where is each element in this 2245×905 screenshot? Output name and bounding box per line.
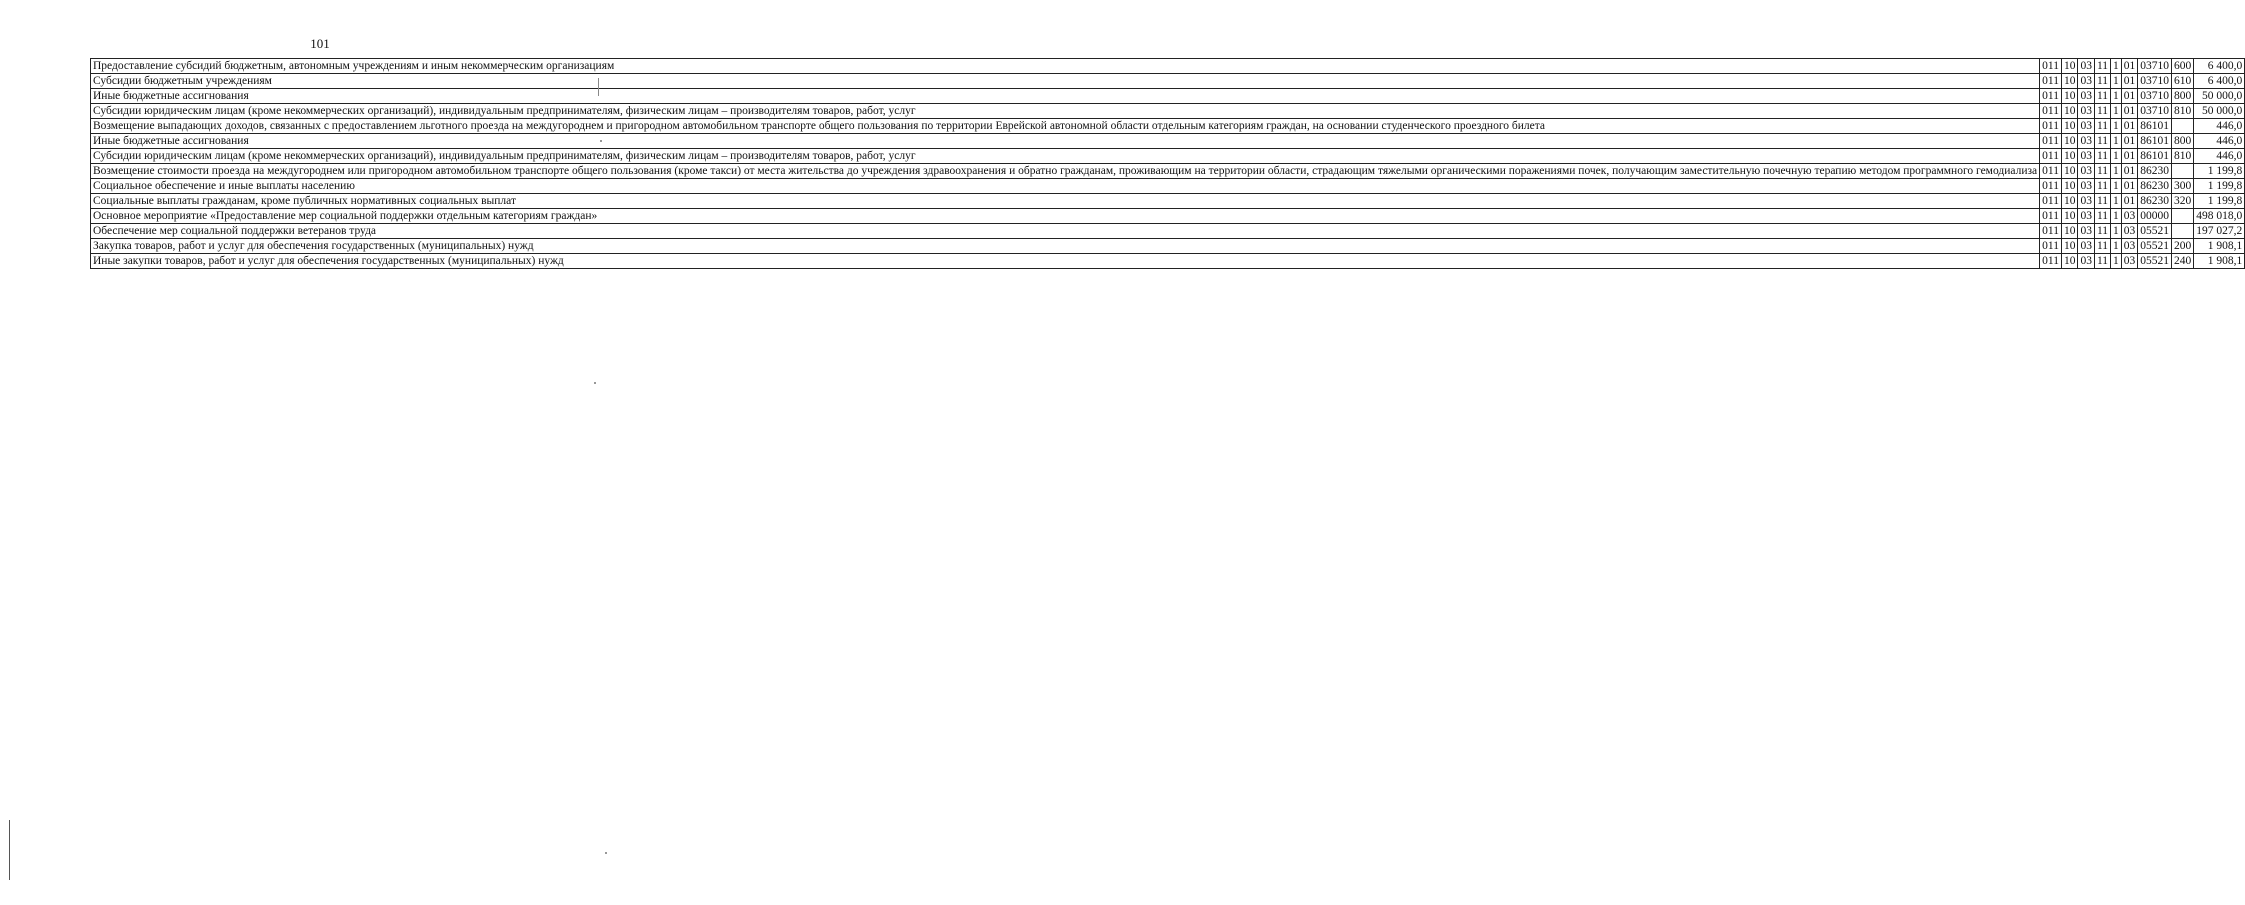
- code-admin: 011: [2040, 104, 2062, 119]
- code-subprogram: 1: [2111, 194, 2122, 209]
- amount: 1 908,1: [2194, 239, 2245, 254]
- row-name: Возмещение стоимости проезда на междугороднем или пригородном автомобильном транспорте общего пользования (кроме такси) от места жительства до учреждения здравоохранения и обратно гражданам, проживающим на территории области, страдающим тяжелыми органическими поражениями почек, получающим заместительную почечную терапию методом программного гемодиализа: [91, 164, 2040, 179]
- row-name: Иные бюджетные ассигнования: [91, 89, 2040, 104]
- margin-line: [9, 820, 10, 880]
- row-name: Социальное обеспечение и иные выплаты населению: [91, 179, 2040, 194]
- code-direction: 86230: [2138, 164, 2172, 179]
- code-program: 11: [2094, 179, 2110, 194]
- code-subsection: 03: [2078, 254, 2095, 269]
- code-expense-type: 800: [2172, 134, 2194, 149]
- code-event: 01: [2121, 104, 2138, 119]
- code-event: 01: [2121, 179, 2138, 194]
- code-expense-type: [2172, 209, 2194, 224]
- code-program: 11: [2094, 224, 2110, 239]
- code-expense-type: 810: [2172, 149, 2194, 164]
- code-admin: 011: [2040, 119, 2062, 134]
- code-expense-type: 300: [2172, 179, 2194, 194]
- code-subprogram: 1: [2111, 224, 2122, 239]
- table-row: [91, 164, 2245, 179]
- table-row: [91, 149, 2245, 164]
- code-direction: 03710: [2138, 59, 2172, 74]
- code-admin: 011: [2040, 134, 2062, 149]
- code-program: 11: [2094, 74, 2110, 89]
- code-direction: 86101: [2138, 149, 2172, 164]
- code-subsection: 03: [2078, 224, 2095, 239]
- code-admin: 011: [2040, 254, 2062, 269]
- row-name: Иные бюджетные ассигнования: [91, 134, 2040, 149]
- code-subsection: 03: [2078, 104, 2095, 119]
- code-program: 11: [2094, 149, 2110, 164]
- amount: 446,0: [2194, 119, 2245, 134]
- table-row: [91, 224, 2245, 239]
- table-row: [91, 134, 2245, 149]
- code-section: 10: [2061, 74, 2078, 89]
- code-direction: 05521: [2138, 254, 2172, 269]
- scan-speck: [594, 382, 596, 384]
- code-subsection: 03: [2078, 74, 2095, 89]
- table-row: [91, 194, 2245, 209]
- code-section: 10: [2061, 119, 2078, 134]
- code-event: 03: [2121, 254, 2138, 269]
- code-subsection: 03: [2078, 134, 2095, 149]
- code-event: 01: [2121, 59, 2138, 74]
- code-subsection: 03: [2078, 209, 2095, 224]
- amount: 1 199,8: [2194, 179, 2245, 194]
- code-subsection: 03: [2078, 149, 2095, 164]
- code-event: 01: [2121, 134, 2138, 149]
- code-program: 11: [2094, 239, 2110, 254]
- code-subsection: 03: [2078, 194, 2095, 209]
- code-subsection: 03: [2078, 59, 2095, 74]
- code-direction: 03710: [2138, 104, 2172, 119]
- amount: 1 908,1: [2194, 254, 2245, 269]
- code-direction: 03710: [2138, 74, 2172, 89]
- code-expense-type: 800: [2172, 89, 2194, 104]
- amount: 1 199,8: [2194, 164, 2245, 179]
- table-row: [91, 119, 2245, 134]
- code-expense-type: 610: [2172, 74, 2194, 89]
- code-admin: 011: [2040, 149, 2062, 164]
- code-event: 01: [2121, 74, 2138, 89]
- code-expense-type: [2172, 164, 2194, 179]
- row-name: Возмещение выпадающих доходов, связанных с предоставлением льготного проезда на междугороднем и пригородном автомобильном транспорте общего пользования по территории Еврейской автономной области отдельным категориям граждан, на основании студенческого проездного билета: [91, 119, 2040, 134]
- code-event: 01: [2121, 89, 2138, 104]
- code-admin: 011: [2040, 164, 2062, 179]
- code-event: 01: [2121, 194, 2138, 209]
- page-number: 101: [310, 36, 330, 51]
- table-row: [91, 209, 2245, 224]
- code-subprogram: 1: [2111, 179, 2122, 194]
- amount: 50 000,0: [2194, 104, 2245, 119]
- code-section: 10: [2061, 179, 2078, 194]
- code-subprogram: 1: [2111, 254, 2122, 269]
- margin-mark: [598, 78, 599, 96]
- table-row: [91, 239, 2245, 254]
- amount: 446,0: [2194, 134, 2245, 149]
- table-row: [91, 254, 2245, 269]
- budget-table: [90, 58, 2245, 269]
- code-expense-type: 200: [2172, 239, 2194, 254]
- code-event: 03: [2121, 224, 2138, 239]
- table-row: [91, 104, 2245, 119]
- code-subsection: 03: [2078, 164, 2095, 179]
- code-section: 10: [2061, 209, 2078, 224]
- code-expense-type: 600: [2172, 59, 2194, 74]
- scan-speck: [600, 140, 602, 142]
- code-expense-type: [2172, 224, 2194, 239]
- code-program: 11: [2094, 254, 2110, 269]
- code-event: 03: [2121, 239, 2138, 254]
- code-event: 03: [2121, 209, 2138, 224]
- row-name: Основное мероприятие «Предоставление мер социальной поддержки отдельным категориям граждан»: [91, 209, 2040, 224]
- code-direction: 86230: [2138, 179, 2172, 194]
- code-admin: 011: [2040, 209, 2062, 224]
- table-row: [91, 59, 2245, 74]
- code-expense-type: 240: [2172, 254, 2194, 269]
- code-admin: 011: [2040, 239, 2062, 254]
- code-subprogram: 1: [2111, 59, 2122, 74]
- code-section: 10: [2061, 164, 2078, 179]
- amount: 6 400,0: [2194, 59, 2245, 74]
- code-direction: 03710: [2138, 89, 2172, 104]
- code-admin: 011: [2040, 179, 2062, 194]
- code-subprogram: 1: [2111, 209, 2122, 224]
- code-direction: 86101: [2138, 134, 2172, 149]
- code-program: 11: [2094, 119, 2110, 134]
- code-program: 11: [2094, 59, 2110, 74]
- code-admin: 011: [2040, 59, 2062, 74]
- row-name: Закупка товаров, работ и услуг для обеспечения государственных (муниципальных) нужд: [91, 239, 2040, 254]
- code-admin: 011: [2040, 74, 2062, 89]
- row-name: Субсидии юридическим лицам (кроме некоммерческих организаций), индивидуальным предпринимателям, физическим лицам – производителям товаров, работ, услуг: [91, 149, 2040, 164]
- code-event: 01: [2121, 149, 2138, 164]
- table-row: [91, 89, 2245, 104]
- code-direction: 00000: [2138, 209, 2172, 224]
- code-section: 10: [2061, 89, 2078, 104]
- row-name: Социальные выплаты гражданам, кроме публичных нормативных социальных выплат: [91, 194, 2040, 209]
- row-name: Субсидии юридическим лицам (кроме некоммерческих организаций), индивидуальным предпринимателям, физическим лицам – производителям товаров, работ, услуг: [91, 104, 2040, 119]
- code-subprogram: 1: [2111, 119, 2122, 134]
- code-program: 11: [2094, 89, 2110, 104]
- code-section: 10: [2061, 224, 2078, 239]
- row-name: Обеспечение мер социальной поддержки ветеранов труда: [91, 224, 2040, 239]
- code-direction: 05521: [2138, 239, 2172, 254]
- code-subprogram: 1: [2111, 104, 2122, 119]
- code-program: 11: [2094, 104, 2110, 119]
- code-subsection: 03: [2078, 119, 2095, 134]
- row-name: Иные закупки товаров, работ и услуг для обеспечения государственных (муниципальных) нужд: [91, 254, 2040, 269]
- code-subprogram: 1: [2111, 239, 2122, 254]
- amount: 498 018,0: [2194, 209, 2245, 224]
- code-subprogram: 1: [2111, 89, 2122, 104]
- code-program: 11: [2094, 209, 2110, 224]
- code-subsection: 03: [2078, 89, 2095, 104]
- code-program: 11: [2094, 134, 2110, 149]
- code-expense-type: 810: [2172, 104, 2194, 119]
- table-row: [91, 74, 2245, 89]
- code-section: 10: [2061, 104, 2078, 119]
- table-row: [91, 179, 2245, 194]
- code-section: 10: [2061, 194, 2078, 209]
- code-program: 11: [2094, 194, 2110, 209]
- amount: 446,0: [2194, 149, 2245, 164]
- code-section: 10: [2061, 254, 2078, 269]
- code-subprogram: 1: [2111, 164, 2122, 179]
- code-subprogram: 1: [2111, 149, 2122, 164]
- code-subprogram: 1: [2111, 74, 2122, 89]
- code-event: 01: [2121, 119, 2138, 134]
- code-admin: 011: [2040, 224, 2062, 239]
- amount: 6 400,0: [2194, 74, 2245, 89]
- code-admin: 011: [2040, 194, 2062, 209]
- code-direction: 05521: [2138, 224, 2172, 239]
- amount: 197 027,2: [2194, 224, 2245, 239]
- code-admin: 011: [2040, 89, 2062, 104]
- code-expense-type: [2172, 119, 2194, 134]
- code-expense-type: 320: [2172, 194, 2194, 209]
- row-name: Предоставление субсидий бюджетным, автономным учреждениям и иным некоммерческим организациям: [91, 59, 2040, 74]
- scan-speck: [605, 852, 607, 854]
- code-section: 10: [2061, 59, 2078, 74]
- code-subsection: 03: [2078, 179, 2095, 194]
- amount: 50 000,0: [2194, 89, 2245, 104]
- amount: 1 199,8: [2194, 194, 2245, 209]
- code-direction: 86101: [2138, 119, 2172, 134]
- code-direction: 86230: [2138, 194, 2172, 209]
- code-subprogram: 1: [2111, 134, 2122, 149]
- code-program: 11: [2094, 164, 2110, 179]
- row-name: Субсидии бюджетным учреждениям: [91, 74, 2040, 89]
- code-section: 10: [2061, 134, 2078, 149]
- code-subsection: 03: [2078, 239, 2095, 254]
- code-event: 01: [2121, 164, 2138, 179]
- code-section: 10: [2061, 239, 2078, 254]
- code-section: 10: [2061, 149, 2078, 164]
